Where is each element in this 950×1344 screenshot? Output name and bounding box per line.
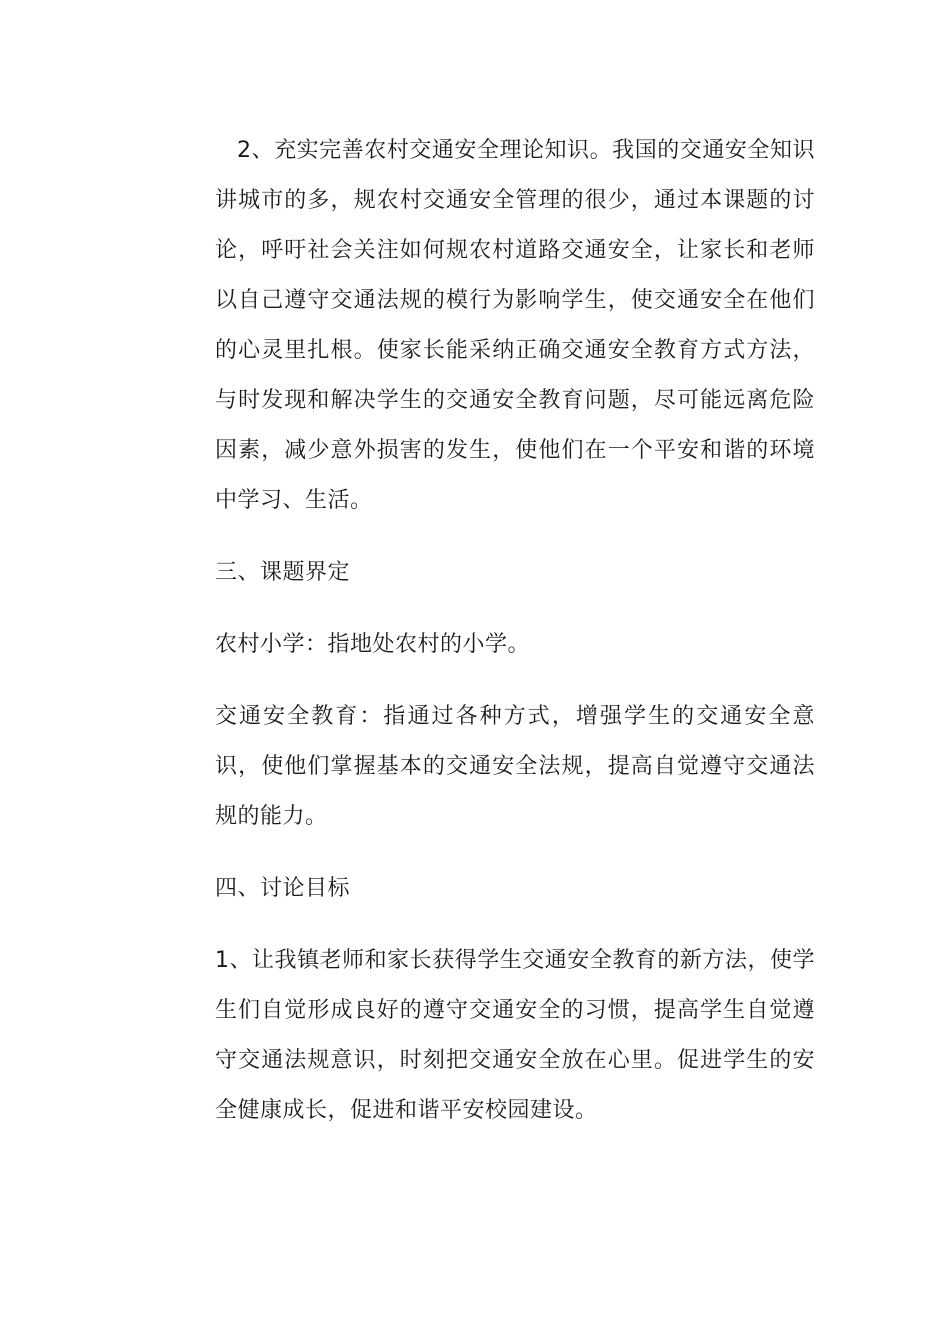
definition-traffic-safety-education: 交通安全教育：指通过各种方式，增强学生的交通安全意识，使他们掌握基本的交通安全法规，提高自觉遵守交通法规的能力。 xyxy=(215,704,815,829)
section-heading-goals: 四、讨论目标 xyxy=(215,876,351,901)
paragraph-theory-knowledge: 2、充实完善农村交通安全理论知识。我国的交通安全知识讲城市的多，规农村交通安全管理的很少，通过本课题的讨论，呼吁社会关注如何规农村道路交通安全，让家长和老师以自己遵守交通法规的模行为影响学生，使交通安全在他们的心灵里扎根。使家长能采纳正确交通安全教育方式方法，与时发现和解决学生的交通安全教育问题，尽可能远离危险因素，减少意外损害的发生，使他们在一个平安和谐的环境中学习、生活。 xyxy=(215,138,815,513)
document-body xyxy=(215,126,815,1136)
section-heading-definition: 三、课题界定 xyxy=(215,560,351,585)
definition-rural-primary-school: 农村小学：指地处农村的小学。 xyxy=(215,632,531,657)
goal-item-1: 1、让我镇老师和家长获得学生交通安全教育的新方法，使学生们自觉形成良好的遵守交通安全的习惯，提高学生自觉遵守交通法规意识，时刻把交通安全放在心里。促进学生的安全健康成长，促进和谐平安校园建设。 xyxy=(215,948,815,1123)
